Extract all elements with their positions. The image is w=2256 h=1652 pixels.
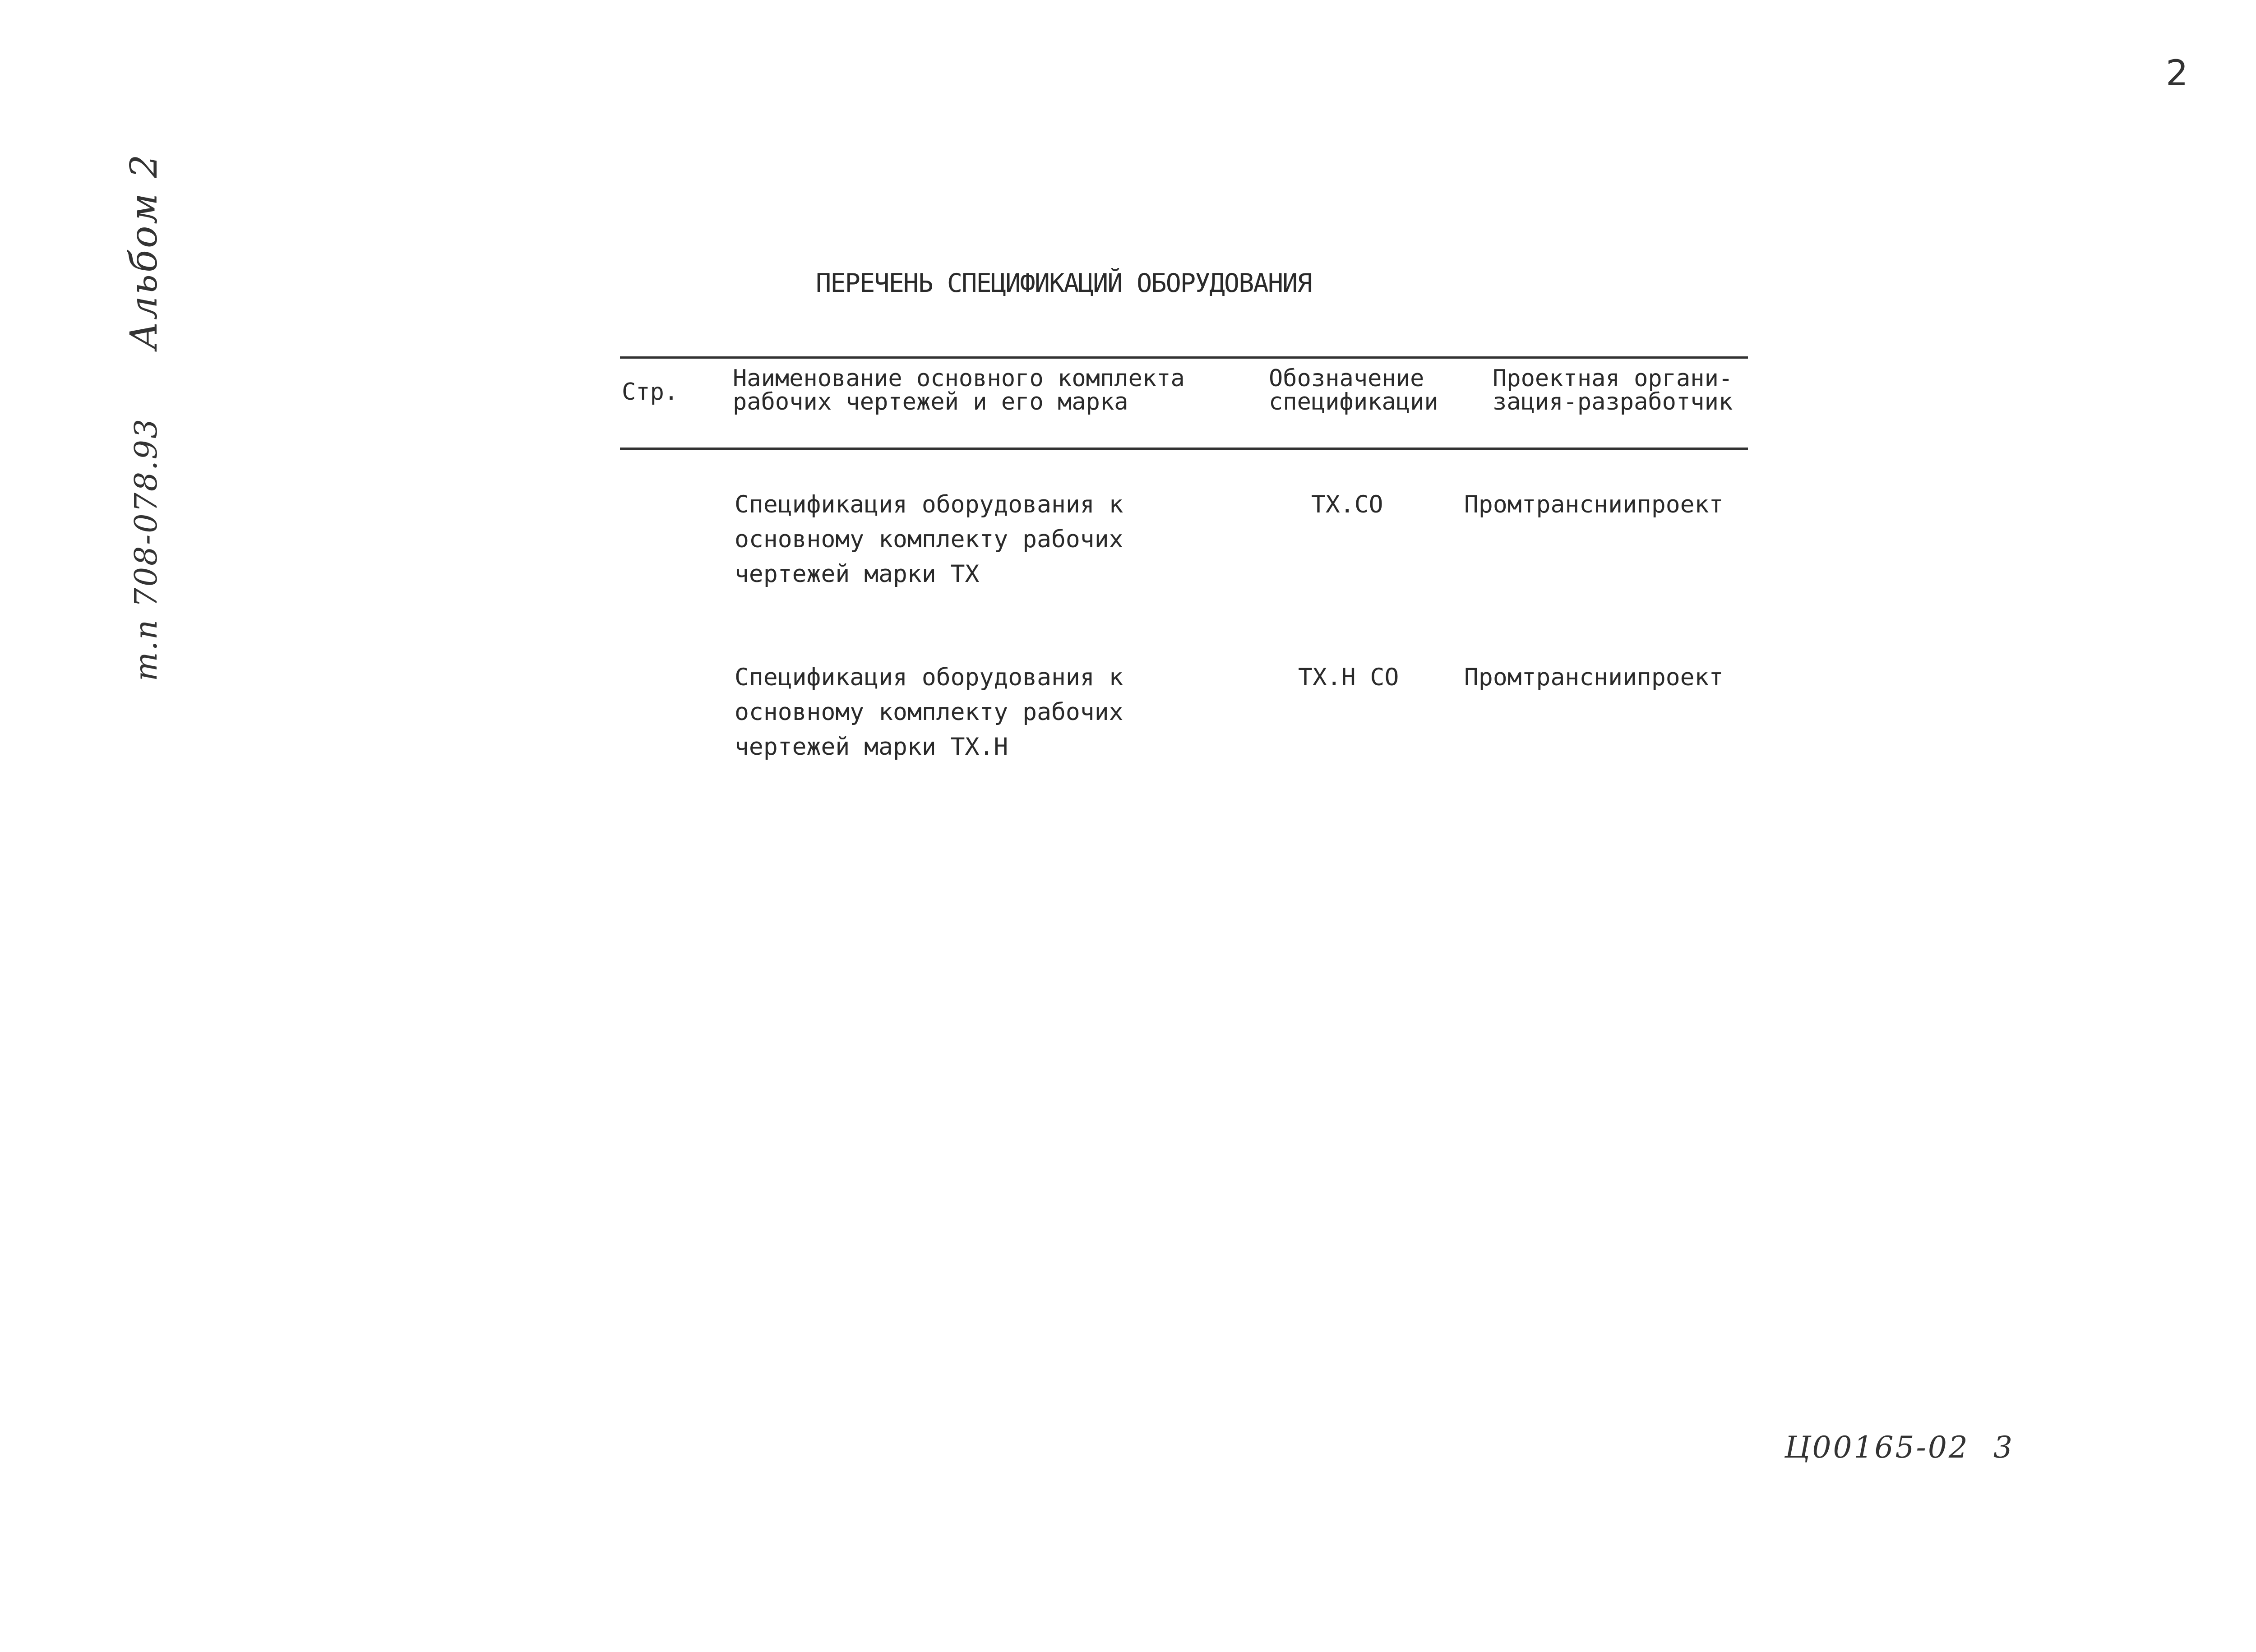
document-title: ПЕРЕЧЕНЬ СПЕЦИФИКАЦИЙ ОБОРУДОВАНИЯ bbox=[816, 268, 1312, 298]
header-code-line: Обозначение bbox=[1269, 365, 1424, 392]
table-row-org: Промтрансниипроект bbox=[1464, 491, 1724, 518]
header-org-line: Проектная органи- bbox=[1493, 365, 1733, 392]
header-name-line: рабочих чертежей и его марка bbox=[733, 388, 1128, 415]
stamp-sheet-number: 3 bbox=[1993, 1430, 2012, 1465]
table-header-rule bbox=[620, 448, 1748, 450]
table-row-name bbox=[735, 487, 1123, 591]
header-org-line: зация-разработчик bbox=[1493, 388, 1733, 415]
table-row-code: ТХ.СО bbox=[1311, 491, 1383, 518]
header-code-line: спецификации bbox=[1269, 388, 1438, 415]
row-name-line: основному комплекту рабочих bbox=[735, 526, 1123, 553]
row-name-line: Спецификация оборудования к bbox=[735, 491, 1123, 518]
side-project-code: т.п 708-078.93 bbox=[129, 417, 164, 681]
header-name bbox=[733, 367, 1185, 414]
stamp-code: Ц00165-02 bbox=[1784, 1430, 1969, 1465]
table-row-org: Промтрансниипроект bbox=[1464, 664, 1724, 691]
table-row-name bbox=[735, 660, 1123, 764]
row-name-line: основному комплекту рабочих bbox=[735, 698, 1123, 726]
table-top-rule bbox=[620, 356, 1748, 359]
row-name-line: чертежей марки ТХ bbox=[735, 560, 980, 588]
header-page: Стр. bbox=[622, 378, 679, 406]
row-name-line: чертежей марки ТХ.Н bbox=[735, 733, 1008, 761]
table-row-code: ТХ.Н СО bbox=[1298, 664, 1399, 691]
header-code bbox=[1269, 367, 1438, 414]
side-album-label: Альбом 2 bbox=[123, 152, 166, 350]
page-number: 2 bbox=[2166, 53, 2188, 94]
row-name-line: Спецификация оборудования к bbox=[735, 664, 1123, 691]
header-org bbox=[1493, 367, 1733, 414]
header-name-line: Наименование основного комплекта bbox=[733, 365, 1185, 392]
